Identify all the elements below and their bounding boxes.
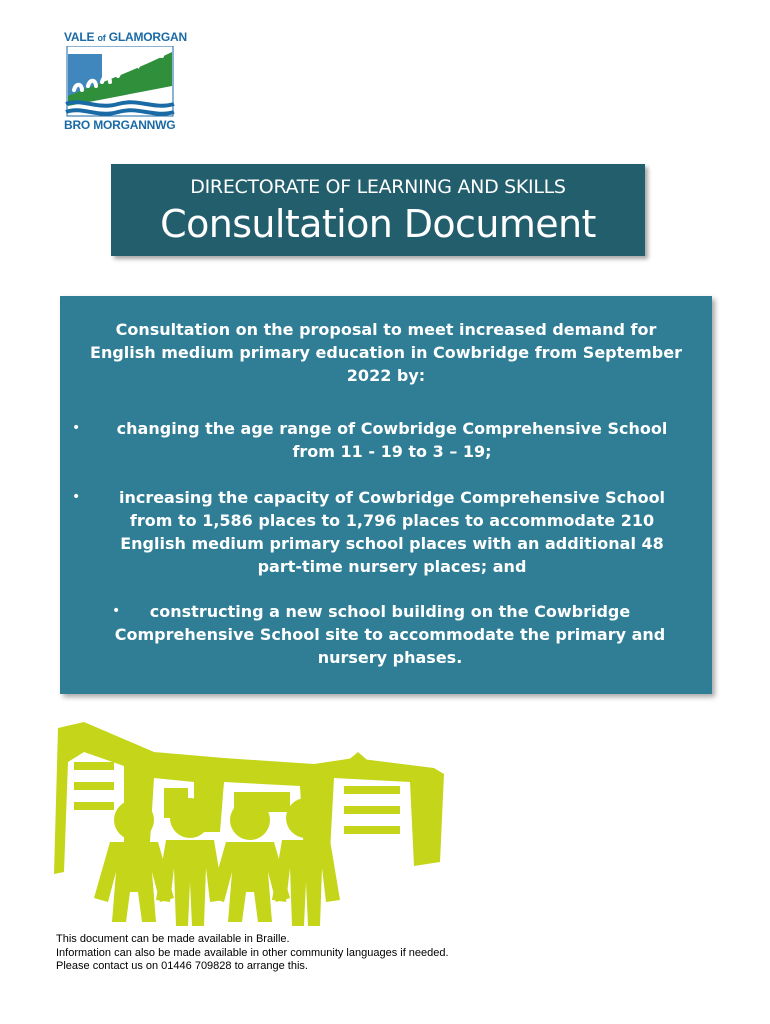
bullet-icon: •	[72, 420, 81, 436]
bullet-icon: •	[112, 603, 121, 619]
bullet-text: constructing a new school building on the Cowbridge Comprehensive School site to accommodate the primary and nursery phases.	[114, 602, 666, 667]
list-item	[72, 486, 688, 578]
council-logo	[62, 30, 187, 134]
footer-line-contact: Please contact us on 01446 709828 to arrange this.	[56, 960, 308, 972]
document-title: Consultation Document	[160, 202, 596, 246]
bullet-text: changing the age range of Cowbridge Comprehensive School from 11 - 19 to 3 – 19;	[116, 419, 668, 461]
consultation-intro: Consultation on the proposal to meet increased demand for English medium primary education in Cowbridge from September 2022 by:	[90, 320, 682, 385]
consultation-summary-box	[60, 296, 712, 694]
accessibility-footer	[56, 933, 449, 974]
bullet-icon: •	[72, 489, 81, 505]
title-banner	[111, 164, 645, 256]
logo-top-text: VALE of GLAMORGAN	[64, 30, 187, 44]
school-children-icon	[54, 722, 446, 928]
directorate-subtitle: DIRECTORATE OF LEARNING AND SKILLS	[190, 176, 566, 198]
list-item	[72, 417, 688, 463]
logo-bottom-text: BRO MORGANNWG	[64, 118, 176, 132]
bullet-text: increasing the capacity of Cowbridge Comprehensive School from to 1,586 places to 1,796 places to accommodate 210 English medium primary school places with an additional 48 part-time nursery places; and	[118, 488, 666, 576]
footer-line-languages: Information can also be made available in other community languages if needed.	[56, 946, 449, 959]
list-item	[88, 600, 692, 669]
footer-line-braille: This document can be made available in Braille.	[56, 933, 290, 945]
logo-emblem-icon	[62, 46, 178, 118]
